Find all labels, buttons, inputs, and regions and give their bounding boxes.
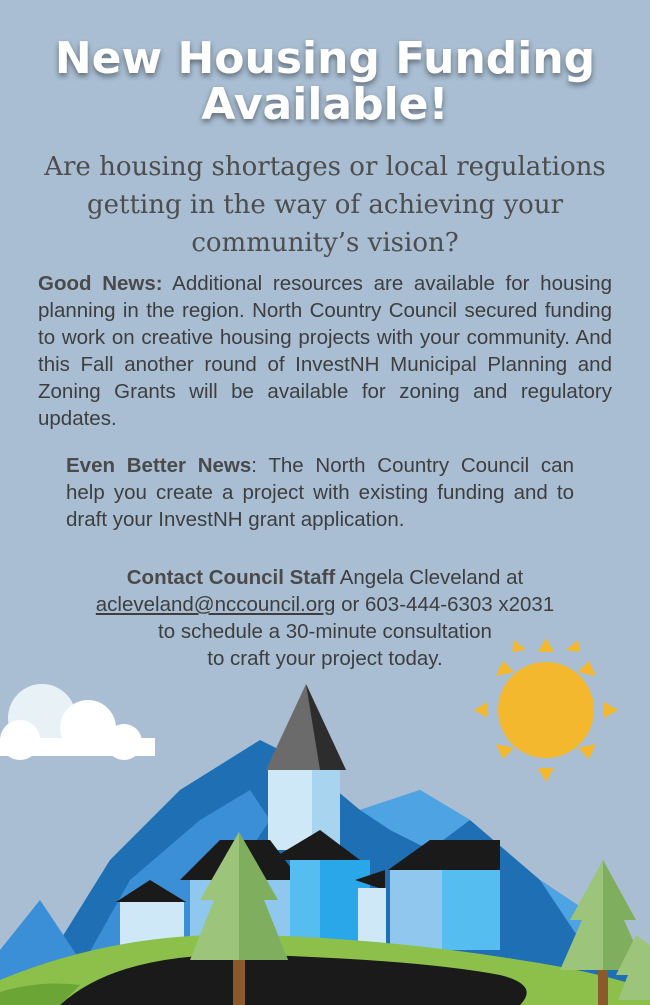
contact-line-3: to schedule a 30-minute consultation (158, 620, 492, 643)
good-news-label: Good News: (38, 272, 163, 295)
contact-label: Contact Council Staff (126, 566, 336, 589)
contact-name: Angela Cleveland at (335, 566, 524, 589)
subtitle-line-3: community’s vision? (191, 228, 459, 258)
good-news-text: Additional resources are available for housing planning in the region. North Country Council secured funding to work on creative housing projects with your community. And this Fall another round of InvestNH Municipal Planning and Zoning Grants will be available for zoning and regulatory updates. (38, 272, 612, 430)
better-news-text: : The North Country Council can help you create a project with existing funding and to draft your InvestNH grant application. (66, 454, 574, 531)
contact-line-2 (40, 591, 610, 618)
better-news-paragraph (66, 452, 574, 533)
contact-line-4: to craft your project today. (207, 647, 443, 670)
title-line-1: New Housing Funding (54, 33, 596, 84)
page-title (0, 33, 650, 130)
church-icon (266, 684, 346, 850)
better-news-label: Even Better News (66, 454, 252, 477)
subtitle-line-1: Are housing shortages or local regulations (44, 152, 606, 182)
contact-line-1 (40, 564, 610, 591)
subtitle (30, 148, 620, 262)
contact-phone: or 603-444-6303 x2031 (335, 593, 555, 616)
title-line-2: Available! (201, 79, 449, 130)
cloud-icon (0, 684, 155, 760)
contact-block (40, 564, 610, 672)
good-news-paragraph (38, 270, 612, 432)
subtitle-line-2: getting in the way of achieving your (87, 190, 563, 220)
email-link[interactable]: acleveland@nccouncil.org (95, 593, 336, 616)
